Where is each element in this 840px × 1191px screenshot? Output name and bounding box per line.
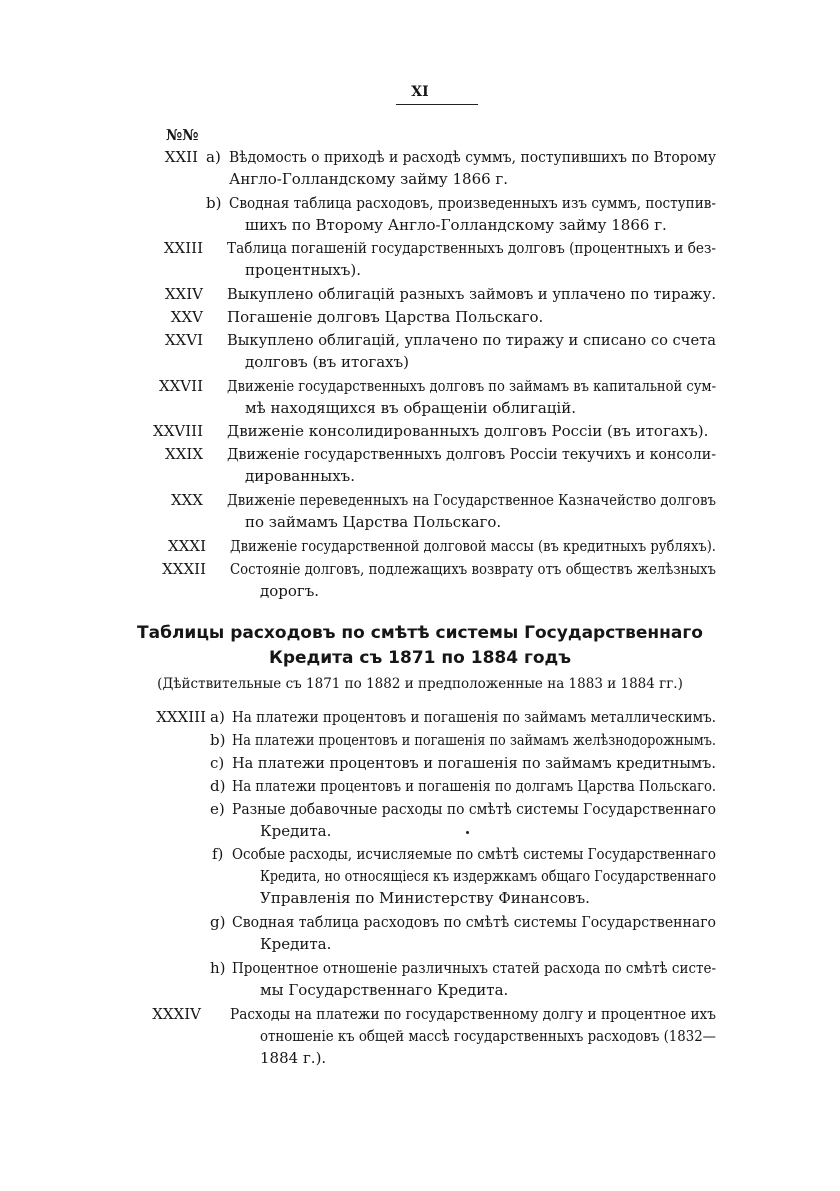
entry-letter: g) [210, 913, 226, 931]
entry-text-line: процентныхъ). [245, 261, 362, 279]
entry-text-line: мѣ находящихся въ обращеніи облигацій. [245, 399, 576, 417]
entry-letter: h) [210, 959, 226, 977]
entry-number: XXVI [164, 331, 203, 349]
entry-letter: d) [210, 777, 226, 795]
entry-text-line: Состояніе долговъ, подлежащихъ возврату отъ обществъ желѣзныхъ [230, 560, 717, 578]
entry-text-line: 1884 г.). [260, 1049, 327, 1067]
section-subtitle: (Дѣйствительные съ 1871 по 1882 и предположенные на 1883 и 1884 гг.) [157, 676, 683, 692]
entry-text-line: Движеніе государственныхъ долговъ Россіи текучихъ и консоли- [227, 445, 717, 463]
entry-text-line: по займамъ Царства Польскаго. [245, 513, 502, 531]
entry-text-line: Процентное отношеніе различныхъ статей расхода по смѣтѣ систе- [232, 959, 716, 977]
page-number: XI [411, 84, 429, 100]
entry-text-line: Особые расходы, исчисляемые по смѣтѣ системы Государственнаго [232, 845, 716, 863]
entry-text-line: дированныхъ. [245, 467, 355, 485]
entry-text-line: Таблица погашеній государственныхъ долговъ (процентныхъ и без- [227, 239, 716, 257]
entry-text-line: Англо-Голландскому займу 1866 г. [229, 170, 509, 188]
entry-letter: b) [206, 194, 222, 212]
entry-letter: c) [210, 754, 225, 772]
entry-text-line: Выкуплено облигацій разныхъ займовъ и уплачено по тиражу. [227, 285, 717, 303]
page-number-rule [396, 104, 478, 105]
entry-letter: f) [212, 845, 224, 863]
ink-speck [466, 831, 469, 834]
entry-text-line: Разные добавочные расходы по смѣтѣ системы Государственнаго [232, 800, 717, 818]
entry-number: XXXIV [152, 1005, 201, 1023]
entry-text-line: Движеніе государственныхъ долговъ по займамъ въ капитальной сум- [227, 377, 716, 395]
entry-number: XXVII [158, 377, 203, 395]
entry-letter: e) [210, 800, 225, 818]
entry-text-line: долговъ (въ итогахъ) [245, 353, 410, 371]
entry-text-line: Сводная таблица расходовъ по смѣтѣ системы Государственнаго [232, 913, 717, 931]
entry-number: XXXI [168, 537, 206, 555]
entry-number: XXX [170, 491, 203, 509]
entry-text-line: Вѣдомость о приходѣ и расходѣ суммъ, поступившихъ по Второму [229, 148, 717, 166]
entry-number: XXIII [163, 239, 203, 257]
entry-number: XXIV [164, 285, 203, 303]
entry-letter: a) [206, 148, 221, 166]
entry-text-line: Движеніе переведенныхъ на Государственное Казначейство долговъ [227, 491, 716, 509]
entry-text-line: Погашеніе долговъ Царства Польскаго. [227, 308, 544, 326]
entry-text-line: Кредита. [260, 935, 332, 953]
entry-text-line: На платежи процентовъ и погашенія по займамъ желѣзнодорожнымъ. [232, 731, 716, 749]
entry-text-line: На платежи процентовъ и погашенія по займамъ металлическимъ. [232, 708, 716, 726]
entry-letter: a) [210, 708, 225, 726]
section-title: Кредита съ 1871 по 1884 годъ [268, 648, 572, 668]
entry-text-line: Кредита, но относящіеся къ издержкамъ общаго Государственнаго [260, 867, 716, 885]
entry-text-line: Движеніе консолидированныхъ долговъ Россіи (въ итогахъ). [227, 422, 709, 440]
entry-text-line: На платежи процентовъ и погашенія по займамъ кредитнымъ. [232, 754, 716, 772]
entry-text-line: Управленія по Министерству Финансовъ. [260, 889, 590, 907]
entry-text-line: отношеніе къ общей массѣ государственныхъ расходовъ (1832— [260, 1027, 717, 1045]
entry-text-line: мы Государственнаго Кредита. [260, 981, 509, 999]
entry-text-line: На платежи процентовъ и погашенія по долгамъ Царства Польскаго. [232, 777, 717, 795]
entry-text-line: Кредита. [260, 822, 332, 840]
numero-sign: №№ [166, 126, 199, 144]
entry-number: XXII [164, 148, 198, 166]
entry-text-line: шихъ по Второму Англо-Голландскому займу 1866 г. [245, 216, 667, 234]
entry-text-line: Выкуплено облигацій, уплачено по тиражу и списано со счета [227, 331, 716, 349]
entry-number: XXXIII [156, 708, 206, 726]
entry-text-line: Сводная таблица расходовъ, произведенныхъ изъ суммъ, поступив- [229, 194, 717, 212]
entry-text-line: дорогъ. [260, 582, 320, 600]
entry-letter: b) [210, 731, 226, 749]
entry-number: XXIX [165, 445, 203, 463]
entry-number: XXVIII [153, 422, 203, 440]
entry-text-line: Расходы на платежи по государственному долгу и процентное ихъ [230, 1005, 716, 1023]
entry-number: XXXII [162, 560, 206, 578]
section-title: Таблицы расходовъ по смѣтѣ системы Государственнаго [137, 623, 703, 643]
entry-text-line: Движеніе государственной долговой массы (въ кредитныхъ рубляхъ). [230, 537, 716, 555]
entry-number: XXV [170, 308, 203, 326]
